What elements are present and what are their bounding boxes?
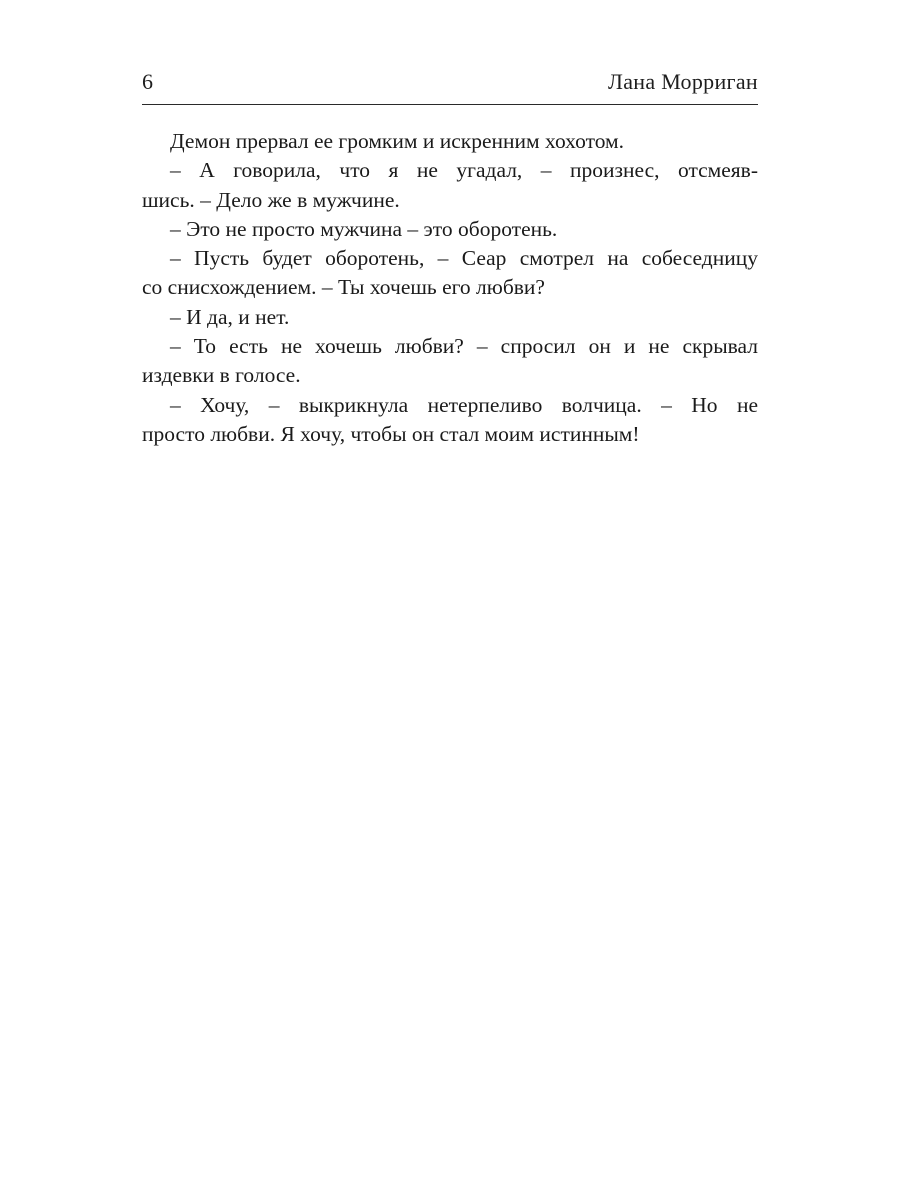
text-line: – Хочу, – выкрикнула нетерпеливо волчица. – Но не	[170, 392, 758, 417]
paragraph	[142, 391, 758, 450]
paragraph	[142, 215, 758, 244]
paragraph	[142, 127, 758, 156]
text-line: – Пусть будет оборотень, – Сеар смотрел на собеседницу	[170, 246, 758, 271]
text-line: – То есть не хочешь любви? – спросил он и не скрывал	[170, 334, 758, 359]
paragraph	[142, 332, 758, 391]
running-head	[142, 66, 758, 98]
text-line: издевки в голосе.	[142, 363, 301, 388]
paragraph	[142, 244, 758, 303]
header-rule	[142, 104, 758, 105]
text-line: – А говорила, что я не угадал, – произнес, отсмеяв-	[170, 158, 758, 183]
text-line: со снисхождением. – Ты хочешь его любви?	[142, 275, 545, 300]
author-name: Лана Морриган	[608, 69, 758, 94]
page-number: 6	[142, 69, 154, 94]
text-line: просто любви. Я хочу, чтобы он стал моим истинным!	[142, 421, 640, 446]
text-line: – Это не просто мужчина – это оборотень.	[170, 216, 558, 241]
text-line: шись. – Дело же в мужчине.	[142, 187, 400, 212]
paragraph	[142, 303, 758, 332]
text-line: Демон прервал ее громким и искренним хохотом.	[170, 129, 625, 153]
paragraph	[142, 156, 758, 215]
book-page	[142, 66, 758, 449]
body-text	[142, 127, 758, 449]
text-line: – И да, и нет.	[170, 304, 290, 329]
